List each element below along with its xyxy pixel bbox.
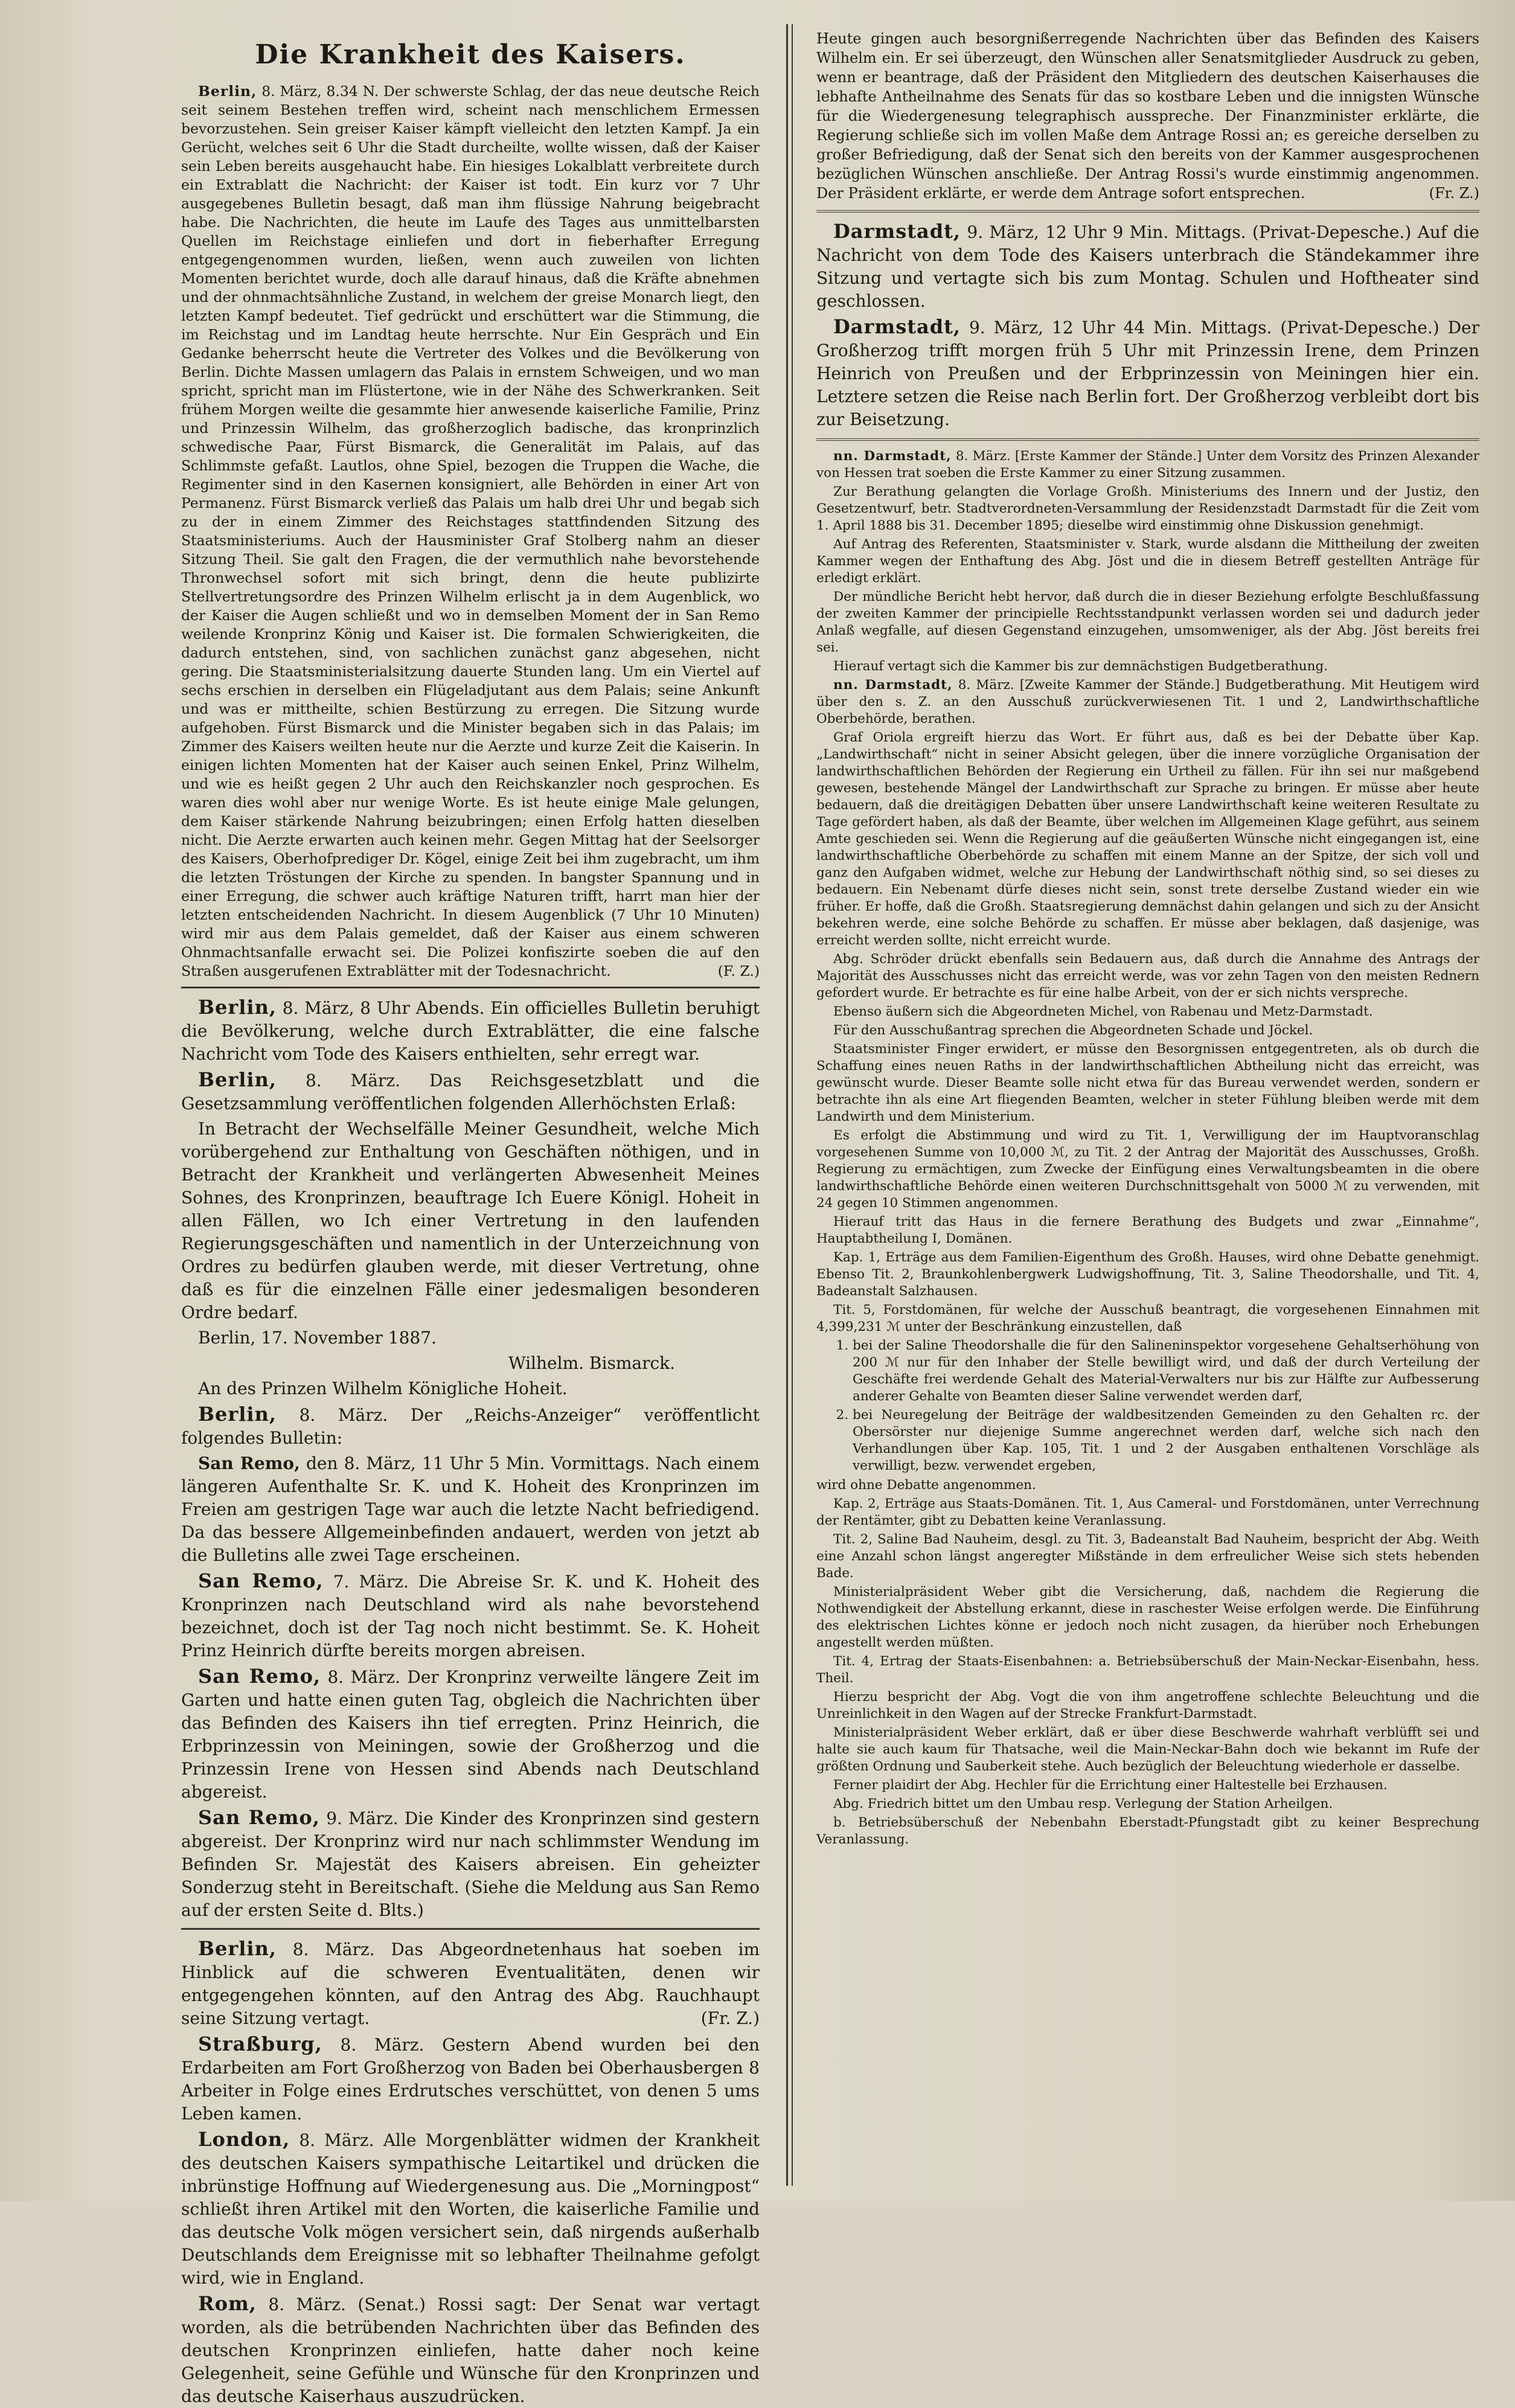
paragraph: wird ohne Debatte angenommen. xyxy=(816,1478,1036,1493)
paragraph: b. Betriebsüberschuß der Nebenbahn Eberstadt-Pfungstadt gibt zu keiner Besprechung Veranlassung. xyxy=(816,1815,1479,1847)
paragraph: Hierauf vertagt sich die Kammer bis zur demnächstigen Budgetberathung. xyxy=(833,659,1328,674)
paragraph: Hierzu bespricht der Abg. Vogt die von ihm angetroffene schlechte Beleuchtung und die Unreinlichkeit in den Wagen auf der Strecke Frankfurt-Darmstadt. xyxy=(816,1689,1479,1721)
article-text: 8. März. [Erste Kammer der Stände.] Unter dem Vorsitz des Prinzen Alexander von Hessen trat soeben die Erste Kammer zu einer Sitzung zusammen. xyxy=(816,449,1479,481)
article-berlin-1 xyxy=(181,82,760,981)
article-text: 8. März. Das Reichsgesetzblatt und die Gesetzsammlung veröffentlichen folgenden Allerhöchsten Erlaß: xyxy=(181,1071,760,1113)
paragraph: Abg. Friedrich bittet um den Umbau resp. Verlegung der Station Arheilgen. xyxy=(833,1796,1333,1811)
article-sanremo-3 xyxy=(181,1806,760,1922)
dateline: Straßburg, xyxy=(198,2032,322,2055)
article-sanremo-1 xyxy=(181,1569,760,1662)
source-note: (Fr. Z.) xyxy=(1429,185,1479,202)
article-strassburg xyxy=(181,2032,760,2125)
dateline: nn. Darmstadt, xyxy=(833,449,952,464)
decree-text: In Betracht der Wechselfälle Meiner Gesundheit, welche Mich vorübergehend zur Enthaltung von Geschäften nöthigen, und in Betracht der Krankheit und verlängerten Abwesenheit Meines Sohnes, des Kronprinzen, beauftrage Ich Euere Königl. Hoheit in allen Fällen, wo Ich einer Vertretung in den laufenden Regierungsgeschäften und namentlich in der Unterzeichnung von Ordres zu bedürfen glauben werde, mit dieser Vertretung, ohne daß es für die einzelnen Fälle einer jedesmaligen besonderen Ordre bedarf. xyxy=(181,1119,760,1322)
source-note: (Fr. Z.) xyxy=(700,2008,760,2028)
divider xyxy=(181,1928,760,1930)
bulletin-quote xyxy=(181,1452,760,1567)
dateline: Berlin, xyxy=(198,996,277,1019)
article-text: 8. März. Der Kronprinz verweilte längere Zeit im Garten und hatte einen guten Tag, obgleich die Nachrichten über das Befinden des Kaisers ihn tief erregten. Prinz Heinrich, die Erbprinzessin von Meiningen, sowie der Großherzog und die Prinzessin Irene von Hessen sind Abends nach Deutschland abgereist. xyxy=(181,1667,760,1802)
article-text: 9. März, 12 Uhr 44 Min. Mittags. (Privat-Depesche.) Der Großherzog trifft morgen früh 5 Uhr mit Prinzessin Irene, dem Prinzen Heinrich von Preußen und der Erbprinzessin von Meiningen hier ein. Letztere setzen die Reise nach Berlin fort. Der Großherzog verbleibt dort bis zur Beisetzung. xyxy=(816,318,1479,429)
paragraph: Tit. 2, Saline Bad Nauheim, desgl. zu Tit. 3, Badeanstalt Bad Nauheim, bespricht der Abg. Weith eine Anzahl schon längst angeregter Mißstände in dem erfreulicher Weise sich stets hebenden Bade. xyxy=(816,1532,1479,1581)
dateline: Darmstadt, xyxy=(833,220,961,243)
article-text: 8. März. (Senat.) Rossi sagt: Der Senat war vertagt worden, als die betrübenden Nachrichten über das Befinden des deutschen Kronprinzen einliefen, hatte daher noch keine Gelegenheit, seine Gefühle und Wünsche für den Kronprinzen und das deutsche Kaiserhaus auszudrücken. xyxy=(181,2294,760,2406)
decree-date: Berlin, 17. November 1887. xyxy=(198,1328,437,1348)
paragraph: Kap. 1, Erträge aus dem Familien-Eigenthum des Großh. Hauses, wird ohne Debatte genehmigt. Ebenso Tit. 2, Braunkohlenbergwerk Ludwigshoffnung, Tit. 3, Saline Theodorshalle, und Tit. 4, Badeanstalt Salzhausen. xyxy=(816,1250,1479,1299)
decree-address: An des Prinzen Wilhelm Königliche Hoheit. xyxy=(198,1379,568,1398)
article-text: 7. März. Die Abreise Sr. K. und K. Hoheit des Kronprinzen nach Deutschland wird als nahe bevorstehend bezeichnet, doch ist der Tag noch nicht bestimmt. Se. K. Hoheit Prinz Heinrich dürfte bereits morgen abreisen. xyxy=(181,1572,760,1660)
headline: Die Krankheit des Kaisers. xyxy=(255,39,686,70)
decree-signature: Wilhelm. Bismarck. xyxy=(508,1353,675,1373)
paragraph: Graf Oriola ergreift hierzu das Wort. Er führt aus, daß es bei der Debatte über Kap. „Landwirthschaft“ nicht in seiner Absicht gelegen, über die innere vorzügliche Organisation der landwirthschaftlichen Behörden der Regierung ein Urtheil zu fällen. Für ihn sei nur maßgebend gewesen, bestehende Mängel der Landwirthschaft zur Sprache zu bringen. Er müsse aber heute bedauern, daß die dreitägigen Debatten über unsere Landwirthschaft keine weiteren Resultate zu Tage gefördert haben, als daß der Beamte, über welchen im Allgemeinen Klage geführt, aus seinem Amte geschieden sei. Wenn die Regierung auf die geäußerten Wünsche nicht eingegangen ist, eine landwirthschaftliche Oberbehörde zu schaffen mit einem Manne an der Spitze, der sich voll und ganz den Aufgaben widmet, welche zur Hebung der Landwirthschaft nöthig sind, so sei dieses zu bedauern. Ein Nebenamt dürfe dieses nicht sein, sonst trete derselbe Zustand wieder ein wie früher. Er hoffe, daß die Großh. Staatsregierung demnächst dahin gelangen und sich zu der Ansicht bekehren werde, eine solche Behörde zu schaffen. Er müsse aber beklagen, daß dasjenige, was erreicht werden sollte, nicht erreicht wurde. xyxy=(816,730,1479,948)
dateline: San Remo, xyxy=(198,1453,300,1473)
paragraph: Tit. 5, Forstdomänen, für welche der Ausschuß beantragt, die vorgesehenen Einnahmen mit 4,399,231 ℳ unter der Beschränkung einzustellen, daß xyxy=(816,1302,1479,1334)
dateline: San Remo, xyxy=(198,1806,320,1829)
left-column xyxy=(181,29,760,2406)
article-rom xyxy=(181,2292,760,2408)
divider xyxy=(181,987,760,988)
paragraph: Ferner plaidirt der Abg. Hechler für die Errichtung einer Haltestelle bei Erzhausen. xyxy=(833,1778,1388,1793)
article-sanremo-2 xyxy=(181,1665,760,1804)
paragraph: Ebenso äußern sich die Abgeordneten Michel, von Rabenau und Metz-Darmstadt. xyxy=(833,1004,1373,1019)
column-divider xyxy=(792,24,793,2186)
paragraph: Der mündliche Bericht hebt hervor, daß durch die in dieser Beziehung erfolgte Beschlußfassung der zweiten Kammer der principielle Rechtsstandpunkt verlassen worden sei und dadurch jeder Anlaß wegfalle, auf diesen Gegenstand einzugehen, umsomweniger, als der Abg. Jöst bereits frei sei. xyxy=(816,589,1479,655)
divider xyxy=(816,210,1479,213)
article-text: 9. März. Die Kinder des Kronprinzen sind gestern abgereist. Der Kronprinz wird nur nach schlimmster Wendung im Befinden Sr. Majestät des Kaisers abreisen. Ein geheizter Sonderzug steht in Bereitschaft. (Siehe die Meldung aus San Remo auf der ersten Seite d. Blts.) xyxy=(181,1808,760,1920)
article-text: 9. März, 12 Uhr 9 Min. Mittags. (Privat-Depesche.) Auf die Nachricht von dem Tode des Kaisers unterbrach die Ständekammer ihre Sitzung und vertagte sich bis zum Montag. Schulen und Hoftheater sind geschlossen. xyxy=(816,222,1479,311)
article-berlin-2 xyxy=(181,996,760,1066)
dateline: Berlin, xyxy=(198,1068,277,1091)
article-text: 8. März. Gestern Abend wurden bei den Erdarbeiten am Fort Großherzog von Baden bei Oberhausbergen 8 Arbeiter in Folge eines Erdrutsches verschüttet, von denen 5 ums Leben kamen. xyxy=(181,2035,760,2124)
paragraph: Tit. 4, Ertrag der Staats-Eisenbahnen: a. Betriebsüberschuß der Main-Neckar-Eisenbahn, hess. Theil. xyxy=(816,1654,1479,1686)
paragraph: Ministerialpräsident Weber erklärt, daß er über diese Beschwerde wahrhaft verblüfft sei und halte sie auch kaum für Thatsache, weil die Main-Neckar-Bahn doch wie bekannt im Rufe der größten Ordnung und Sauberkeit stehe. Auch bezüglich der Beleuchtung wiederhole er dasselbe. xyxy=(816,1725,1479,1774)
right-column xyxy=(816,29,1479,2183)
dateline: San Remo, xyxy=(198,1665,321,1688)
dateline: Berlin, xyxy=(198,83,257,100)
list-item: 2. bei Neuregelung der Beiträge der waldbesitzenden Gemeinden zu den Gehalten rc. der Obersörster nur diejenige Summe angerechnet werden darf, welche sich nach den Verhandlungen über Kap. 105, Tit. 1 und 2 der Ausgaben enthaltenen Vorschläge als verwilligt, bezw. verwendet ergeben, xyxy=(853,1407,1479,1475)
article-text: 8. März. Alle Morgenblätter widmen der Krankheit des deutschen Kaisers sympathische Leitartikel und drücken die inbrünstige Hoffnung auf Wiedergenesung aus. Die „Morningpost“ schließt ihren Artikel mit den Worten, die kaiserliche Familie und das deutsche Volk mögen versichert sein, daß nirgends außerhalb Deutschlands dem Ereignisse mit so lebhafter Theilnahme gefolgt wird, wie in England. xyxy=(181,2130,760,2288)
paragraph: Abg. Schröder drückt ebenfalls sein Bedauern aus, daß durch die Annahme des Antrags der Majorität des Ausschusses nicht das erreicht werde, was vor zehn Tagen von den meisten Rednern gefordert wurde. Er betrachte es für eine halbe Arbeit, von der er sich nichts verspreche. xyxy=(816,952,1479,1001)
article-london xyxy=(181,2128,760,2290)
article-berlin-5 xyxy=(181,1937,760,2030)
paragraph: Kap. 2, Erträge aus Staats-Domänen. Tit. 1, Aus Cameral- und Forstdomänen, unter Verrechnung der Rentämter, gibt zu Debatten keine Veranlassung. xyxy=(816,1496,1479,1528)
paragraph: Es erfolgt die Abstimmung und wird zu Tit. 1, Verwilligung der im Hauptvoranschlag vorgesehenen Summe von 10,000 ℳ, zu Tit. 2 der Antrag der Majorität des Ausschusses, Großh. Regierung zu ermächtigen, zum Zwecke der Einfügung eines Verwaltungsbeamten in die obere landwirthschaftliche Behörde einen weiteren Durchschnittsgehalt von 5000 ℳ zu verwenden, mit 24 gegen 10 Stimmen angenommen. xyxy=(816,1128,1479,1211)
divider xyxy=(816,438,1479,441)
dateline: San Remo, xyxy=(198,1569,324,1592)
article-berlin-3 xyxy=(181,1068,760,1115)
paragraph: Hierauf tritt das Haus in die fernere Berathung des Budgets und zwar „Einnahme“, Hauptabtheilung I, Domänen. xyxy=(816,1214,1479,1246)
paragraph: Staatsminister Finger erwidert, er müsse den Besorgnissen entgegentreten, als ob durch die Schaffung eines neuen Raths in der landwirthschaftlichen Abtheilung nicht das erreicht, was gewünscht wurde. Dieser Beamte solle nicht etwa für das Bureau verwendet werden, sondern er betrachte ihn als eine Art fliegenden Beamten, welcher in steter Fühlung bleiben werde mit dem Landwirth und dem Ministerium. xyxy=(816,1042,1479,1124)
column-divider xyxy=(786,24,788,2186)
numbered-list xyxy=(853,1337,1479,1475)
article-text: Heute gingen auch besorgnißerregende Nachrichten über das Befinden des Kaisers Wilhelm ein. Er sei überzeugt, den Wünschen aller Senatsmitglieder Ausdruck zu geben, wenn er beantrage, daß der Präsident den Mitgliedern des deutschen Kaiserhauses die lebhafte Antheilnahme des Senats für das so kostbare Leben und die innigsten Wünsche für die Wiedergenesung telegraphisch ausspreche. Der Finanzminister erklärte, die Regierung schließe sich im vollen Maße dem Antrage Rossi an; es gereiche derselben zu großer Befriedigung, daß der Senat sich den bereits von der Kammer ausgesprochenen bezüglichen Wünschen anschließe. Der Antrag Rossi's wurde einstimmig angenommen. Der Präsident erklärte, er werde dem Antrage sofort entsprechen. xyxy=(816,30,1479,202)
paragraph: Auf Antrag des Referenten, Staatsminister v. Stark, wurde alsdann die Mittheilung der zweiten Kammer wegen der Enthaftung des Abg. Jöst und die in diesem Betreff gestellten Anträge für erledigt erklärt. xyxy=(816,537,1479,586)
dateline: nn. Darmstadt, xyxy=(833,677,953,693)
article-darmstadt-1 xyxy=(816,220,1479,313)
dateline: Darmstadt, xyxy=(833,315,961,338)
article-darmstadt-2 xyxy=(816,315,1479,431)
paragraph: Für den Ausschußantrag sprechen die Abgeordneten Schade und Jöckel. xyxy=(833,1023,1313,1038)
article-text: 8. März. [Zweite Kammer der Stände.] Budgetberathung. Mit Heutigem wird über den s. Z. an den Ausschuß zurückverwiesenen Tit. 1 und 2, Landwirthschaftliche Oberbehörde, berathen. xyxy=(816,677,1480,726)
paragraph: Zur Berathung gelangten die Vorlage Großh. Ministeriums des Innern und der Justiz, den Gesetzentwurf, betr. Stadtverordneten-Versammlung der Residenzstadt Darmstadt für die Zeit vom 1. April 1888 bis 31. December 1895; dieselbe wird einstimmig ohne Diskussion genehmigt. xyxy=(816,484,1479,533)
dateline: Rom, xyxy=(198,2292,257,2315)
dateline: London, xyxy=(198,2128,290,2151)
dateline: Berlin, xyxy=(198,1937,277,1960)
article-second-chamber xyxy=(816,677,1479,728)
article-text: 8. März. Das Abgeordnetenhaus hat soeben im Hinblick auf die schweren Eventualitäten, denen wir entgegengehen könnten, auf den Antrag des Abg. Rauchhaupt seine Sitzung vertagt. xyxy=(181,1939,760,2028)
article-text: 8. März. Der „Reichs-Anzeiger“ veröffentlicht folgendes Bulletin: xyxy=(181,1405,760,1448)
article-berlin-4 xyxy=(181,1403,760,1450)
list-item: 1. bei der Saline Theodorshalle die für den Salineninspektor vorgesehene Gehaltserhöhung von 200 ℳ nur für den Inhaber der Stelle bewilligt wird, und daß der durch Verteilung der Geschäfte frei werdende Gehalt des Material-Verwalters nur bis zur Hälfte zur Aufbesserung anderer Gehalte von Beamten dieser Saline verwendet werden darf, xyxy=(853,1337,1479,1405)
article-first-chamber xyxy=(816,448,1479,482)
article-text: den 8. März, 11 Uhr 5 Min. Vormittags. Nach einem längeren Aufenthalte Sr. K. und K. Hoheit des Kronprinzen im Freien am gestrigen Tage war auch die letzte Nacht befriedigend. Da das bessere Allgemeinbefinden andauert, werden von jetzt ab die Bulletins alle zwei Tage erscheinen. xyxy=(181,1453,760,1565)
source-note: (F. Z.) xyxy=(717,962,760,979)
article-text: 8. März, 8.34 N. Der schwerste Schlag, der das neue deutsche Reich seit seinem Bestehen treffen wird, scheint nach menschlichem Ermessen bevorzustehen. Sein greiser Kaiser kämpft vielleicht den letzten Kampf. Ja ein Gerücht, welches seit 6 Uhr die Stadt durcheilte, wollte wissen, daß der Kaiser sein Leben bereits ausgehaucht habe. Ein hiesiges Lokalblatt verbreitete durch ein Extrablatt die Nachricht: der Kaiser ist todt. Ein kurz vor 7 Uhr ausgegebenes Bulletin besagt, daß man ihm flüssige Nahrung beigebracht habe. Die Nachrichten, die heute im Laufe des Tages aus unmittelbarsten Quellen im Reichstage einliefen und dort in fieberhafter Erregung entgegengenommen wurden, ließen, wenn auch zuweilen von lichten Momenten berichtet wurde, doch alle darauf hinaus, daß die Kräfte abnehmen und der ohnmachtsähnliche Zustand, in welchem der greise Monarch liegt, den letzten Kampf bedeutet. Tief gedrückt und erschüttert war die Stimmung, die im Reichstag und im Landtag heute herrschte. Nur Ein Gespräch und Ein Gedanke beherrscht heute die Vertreter des Volkes und die Bevölkerung von Berlin. Dichte Massen umlagern das Palais in ernstem Schweigen, und wo man spricht, spricht man im Flüstertone, wie in der Nähe des Schwerkranken. Seit frühem Morgen weilte die gesammte hier anwesende kaiserliche Familie, Prinz und Prinzessin Wilhelm, das großherzoglich badische, das kronprinzlich schwedische Paar, Fürst Bismarck, die Generalität im Palais, auf das Schlimmste gefaßt. Lautlos, ohne Spiel, bezogen die Truppen die Wache, die Regimenter sind in den Kasernen konsigniert, alle Behörden in einer Art von Permanenz. Fürst Bismarck verließ das Palais um halb drei Uhr und begab sich zu der in einem Zimmer des Reichstages stattfindenden Sitzung des Staatsministeriums. Auch der Hausminister Graf Stolberg nahm an dieser Sitzung Theil. Sie galt den Fragen, die der vermuthlich nahe bevorstehende Thronwechsel sofort mit sich bringt, denn die heute publizirte Stellvertretungsordre des Prinzen Wilhelm erlischt ja in dem Augenblick, wo der Kaiser die Augen schließt und wo in demselben Moment der in San Remo weilende Kronprinz König und Kaiser ist. Die formalen Schwierigkeiten, die dadurch entstehen, sind, von sachlichen zunächst ganz abgesehen, nicht gering. Die Staatsministerialsitzung dauerte Stunden lang. Um ein Viertel auf sechs erschien in derselben ein Flügeladjutant aus dem Palais; seine Ankunft und was er mittheilte, schien Bestürzung zu erregen. Die Sitzung wurde aufgehoben. Fürst Bismarck und die Minister begaben sich in das Palais; im Zimmer des Kaisers weilten heute nur die Aerzte und kurze Zeit die Kaiserin. In einigen lichten Momenten hat der Kaiser auch seinen Enkel, Prinz Wilhelm, und wie es heißt gegen 2 Uhr auch den Reichskanzler noch gesprochen. Es waren dies wohl aber nur wenige Worte. Es ist heute einige Male gelungen, dem Kaiser stärkende Nahrung beizubringen; einen Erfolg hatten dieselben nicht. Die Aerzte erwarten auch keinen mehr. Gegen Mittag hat der Seelsorger des Kaisers, Oberhofprediger Dr. Kögel, einige Zeit bei ihm zugebracht, um ihm die letzten Tröstungen der Kirche zu spenden. In bangster Spannung und in einer Erregung, die schwer auch kräftige Naturen trifft, harrt man hier der letzten entscheidenden Nachricht. In diesem Augenblick (7 Uhr 10 Minuten) wird mir aus dem Palais gemeldet, daß der Kaiser aus einem schweren Ohnmachtsanfalle erwacht sei. Die Polizei konfiszirte soeben die auf den Straßen ausgerufenen Extrablätter mit der Todesnachricht. xyxy=(181,83,760,979)
article-text: 8. März, 8 Uhr Abends. Ein officielles Bulletin beruhigt die Bevölkerung, welche durch Extrablätter, die eine falsche Nachricht vom Tode des Kaisers enthielten, sehr erregt war. xyxy=(181,998,760,1064)
paragraph: Ministerialpräsident Weber gibt die Versicherung, daß, nachdem die Regierung die Nothwendigkeit der Abstellung erkannt, diese in raschester Weise erfolgen werde. Die Einführung des elektrischen Lichtes könne er jedoch noch nicht zusagen, da hierüber noch Erhebungen angestellt werden müßten. xyxy=(816,1584,1479,1650)
article-rom-continued xyxy=(816,29,1479,203)
dateline: Berlin, xyxy=(198,1403,277,1426)
